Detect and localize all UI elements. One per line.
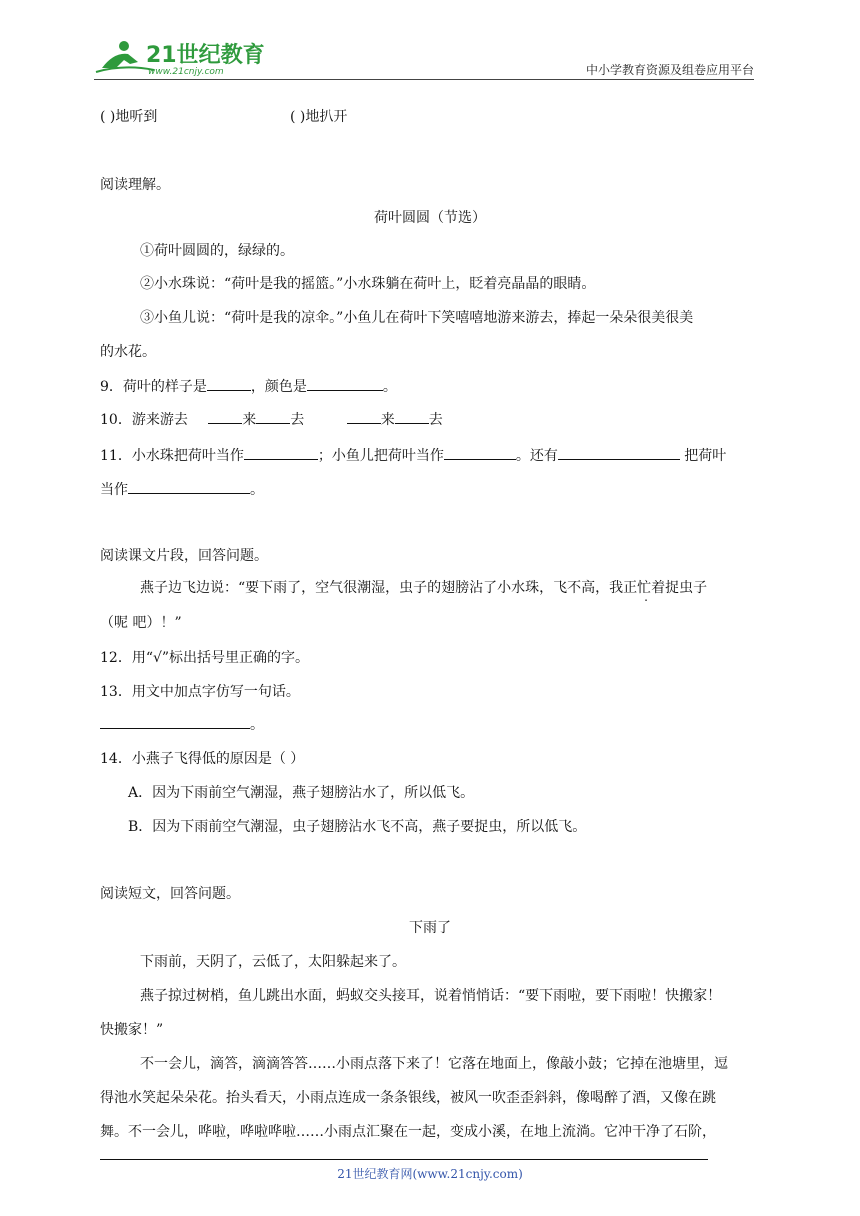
dotted-words: 正忙着 [623, 580, 666, 596]
question-13: 13．用文中加点字仿写一句话。 [100, 684, 300, 700]
question-11-line1 [100, 445, 726, 465]
section3-title: 下雨了 [409, 920, 451, 936]
section3-p3-line2: 得池水笑起朵朵花。抬头看天，小雨点连成一条条银线，被风一吹歪歪斜斜，像喝醉了酒，又像在跳 [100, 1090, 716, 1106]
q10-qu-2: 去 [428, 412, 443, 428]
q10-lai-2: 来 [380, 412, 395, 428]
site-logo [94, 38, 264, 78]
q11-label-c: 。还有 [515, 448, 558, 464]
q11-blank-1[interactable] [244, 445, 318, 460]
option-b[interactable]: B．因为下雨前空气潮湿，虫子翅膀沾水飞不高，燕子要捉虫，所以低飞。 [128, 819, 587, 835]
section1-title: 荷叶圆圆（节选） [374, 210, 486, 226]
q10-blank-1[interactable] [208, 409, 242, 424]
blank-right: ( )地扒开 [290, 109, 348, 125]
section3-p1: 下雨前，天阴了，云低了，太阳躲起来了。 [140, 954, 406, 970]
q11-label-d: 把荷叶 [684, 448, 727, 464]
blank-left: ( )地听到 [100, 109, 158, 125]
footer-divider [100, 1159, 708, 1160]
section3-p3-line1: 不一会儿，滴答，滴滴答答……小雨点落下来了！它落在地面上，像敲小鼓；它掉在池塘里，逗 [140, 1056, 728, 1072]
section2-intro: 阅读课文片段，回答问题。 [100, 548, 268, 564]
q11-blank-2[interactable] [444, 445, 516, 460]
q10-blank-2[interactable] [256, 409, 290, 424]
section2-line1 [140, 577, 707, 597]
q9-end: 。 [382, 379, 397, 395]
logo-url: www.21cnjy.com [148, 67, 224, 77]
q9-label-color: ，颜色是 [250, 379, 307, 395]
section3-p2-line2: 快搬家！” [100, 1022, 164, 1038]
q10-blank-3[interactable] [347, 409, 381, 424]
section3-p2-line1: 燕子掠过树梢，鱼儿跳出水面，蚂蚁交头接耳，说着悄悄话：“要下雨啦，要下雨啦！快搬家！ [140, 988, 722, 1004]
question-14: 14．小燕子飞得低的原因是（ ） [100, 751, 305, 767]
q11-label-e: 当作 [100, 482, 128, 498]
section3-p3-line3: 舞。不一会儿，哗啦，哗啦哗啦……小雨点汇聚在一起，变成小溪，在地上流淌。它冲干净了石阶， [100, 1124, 716, 1140]
q11-blank-3[interactable] [558, 445, 680, 460]
logo-text: 21世纪教育 [146, 43, 264, 68]
q11-blank-4[interactable] [128, 479, 250, 494]
runner-logo-icon [94, 38, 264, 78]
q13-blank[interactable] [100, 714, 250, 729]
q11-label-b: ；小鱼儿把荷叶当作 [317, 448, 444, 464]
platform-name: 中小学教育资源及组卷应用平台 [585, 63, 754, 77]
footer-link[interactable]: 21世纪教育网(www.21cnjy.com) [337, 1167, 523, 1181]
q10-lai-1: 来 [242, 412, 257, 428]
section2-line2: （呢 吧）！” [100, 615, 182, 631]
q10-label: 10．游来游去 [100, 412, 188, 428]
q10-qu-1: 去 [290, 412, 305, 428]
question-13-answer [100, 714, 264, 734]
question-12: 12．用“√”标出括号里正确的字。 [100, 650, 310, 666]
question-9 [100, 376, 397, 396]
section1-p2: ②小水珠说：“荷叶是我的摇篮。”小水珠躺在荷叶上，眨着亮晶晶的眼睛。 [140, 276, 596, 292]
question-10 [100, 409, 443, 429]
section1-p1: ①荷叶圆圆的，绿绿的。 [140, 243, 294, 259]
q10-blank-4[interactable] [395, 409, 429, 424]
q11-end: 。 [250, 482, 264, 498]
section1-intro: 阅读理解。 [100, 177, 170, 193]
q9-label: 9．荷叶的样子是 [100, 379, 207, 395]
option-a[interactable]: A．因为下雨前空气潮湿，燕子翅膀沾水了，所以低飞。 [128, 785, 475, 801]
q13-end: 。 [250, 717, 264, 733]
section1-p3-line1: ③小鱼儿说：“荷叶是我的凉伞。”小鱼儿在荷叶下笑嘻嘻地游来游去，捧起一朵朵很美很美 [140, 310, 694, 326]
header-divider [94, 79, 754, 80]
section1-p3-line2: 的水花。 [100, 344, 156, 360]
question-11-line2 [100, 479, 264, 499]
section2-line1-text: 燕子边飞边说：“要下雨了，空气很潮湿，虫子的翅膀沾了小水珠，飞不高，我 [140, 580, 624, 596]
section3-intro: 阅读短文，回答问题。 [100, 886, 240, 902]
section2-line1-end: 捉虫子 [665, 580, 708, 596]
q9-blank-shape[interactable] [207, 376, 251, 391]
q11-label-a: 11．小水珠把荷叶当作 [100, 448, 244, 464]
q9-blank-color[interactable] [307, 376, 383, 391]
